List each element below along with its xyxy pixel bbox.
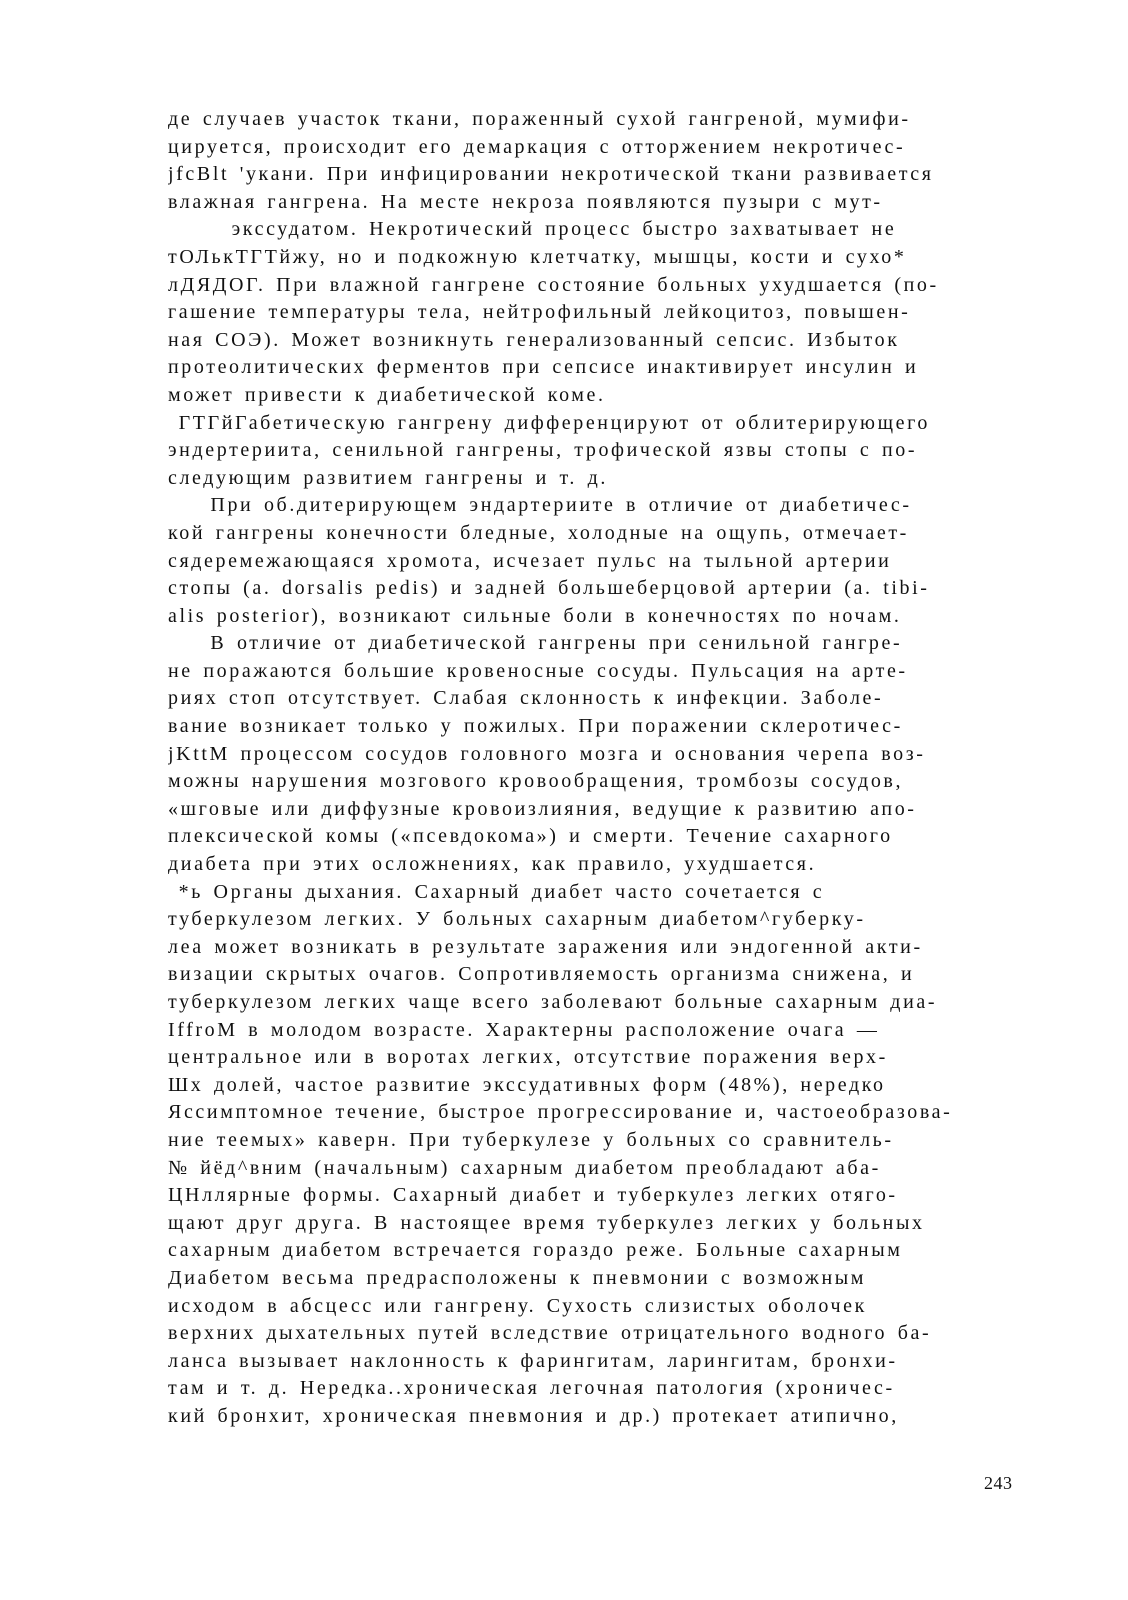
- text-line: можны нарушения мозгового кровообращения, тромбозы сосудов,: [168, 770, 904, 793]
- text-line: Шх долей, частое развитие экссудативных форм (48%), нередко: [168, 1073, 886, 1096]
- text-line: может привести к диабетической коме.: [168, 383, 606, 406]
- text-line: цируется, происходит его демаркация с отторжением некротичес-: [168, 135, 906, 158]
- text-line: визации скрытых очагов. Сопротивляемость организма снижена, и: [168, 963, 915, 986]
- text-line: не поражаются большие кровеносные сосуды. Пульсация на арте-: [168, 659, 908, 682]
- text-line: При об.дитерирующем эндартериите в отличие от диабетичес-: [168, 494, 912, 517]
- text-line: IffroM в молодом возрасте. Характерны расположение очага —: [168, 1018, 880, 1041]
- text-line: верхних дыхательных путей вследствие отрицательного водного ба-: [168, 1322, 932, 1345]
- text-line: Диабетом весьма предрасположены к пневмонии с возможным: [168, 1266, 867, 1289]
- text-line: плексической комы («псевдокома») и смерти. Течение сахарного: [168, 825, 893, 848]
- text-line: эндертериита, сенильной гангрены, трофической язвы стопы с по-: [168, 439, 918, 462]
- text-line: центральное или в воротах легких, отсутствие поражения верх-: [168, 1046, 888, 1069]
- text-line: де случаев участок ткани, пораженный сухой гангреной, мумифи-: [168, 108, 911, 130]
- text-line: лДЯДОГ. При влажной гангрене состояние больных ухудшается (по-: [168, 273, 939, 296]
- text-line: ГТГйГабетическую гангрену дифференцируют от облитерирующего: [168, 411, 930, 434]
- text-line: тОЛькТГТйжу, но и подкожную клетчатку, мышцы, кости и сухо*: [168, 245, 907, 268]
- text-line: туберкулезом легких. У больных сахарным диабетом^губерку-: [168, 908, 866, 931]
- text-line: В отличие от диабетической гангрены при сенильной гангре-: [168, 632, 903, 655]
- text-line: исходом в абсцесс или гангрену. Сухость слизистых оболочек: [168, 1294, 867, 1317]
- text-line: экссудатом. Некротический процесс быстро захватывает не: [168, 218, 897, 241]
- text-line: *ь Органы дыхания. Сахарный диабет часто сочетается с: [168, 880, 825, 903]
- text-line: alis posterior), возникают сильные боли в конечностях по ночам.: [168, 604, 902, 627]
- text-line: гашение температуры тела, нейтрофильный лейкоцитоз, повышен-: [168, 301, 911, 324]
- text-line: щают друг друга. В настоящее время туберкулез легких у больных: [168, 1211, 925, 1234]
- text-line: там и т. д. Нередка..хроническая легочная патология (хроничес-: [168, 1377, 895, 1400]
- text-line: влажная гангрена. На месте некроза появляются пузыри с мут-: [168, 190, 883, 213]
- text-line: леа может возникать в результате заражения или эндогенной акти-: [168, 935, 923, 958]
- text-line: «шговые или диффузные кровоизлияния, ведущие к развитию апо-: [168, 797, 917, 820]
- text-line: ЦНллярные формы. Сахарный диабет и туберкулез легких отяго-: [168, 1184, 898, 1207]
- page-number: 243: [984, 1473, 1013, 1493]
- text-line: туберкулезом легких чаще всего заболевают больные сахарным диа-: [168, 991, 938, 1013]
- text-line: стопы (a. dorsalis pedis) и задней большеберцовой артерии (a. tibi-: [168, 577, 930, 600]
- text-line: кой гангрены конечности бледные, холодные на ощупь, отмечает-: [168, 521, 909, 544]
- page-body: [168, 106, 1011, 1431]
- text-line: ная СОЭ). Может возникнуть генерализованный сепсис. Избыток: [168, 328, 900, 351]
- text-line: сядеремежающаяся хромота, исчезает пульс на тыльной артерии: [168, 549, 892, 572]
- text-line: Яссимптомное течение, быстрое прогрессирование и, частоеобразова-: [168, 1101, 953, 1124]
- text-line: диабета при этих осложнениях, как правило, ухудшается.: [168, 853, 817, 876]
- text-line: ние теемых» каверн. При туберкулезе у больных со сравнитель-: [168, 1128, 894, 1151]
- text-line: вание возникает только у пожилых. При поражении склеротичес-: [168, 715, 903, 738]
- text-line: следующим развитием гангрены и т. д.: [168, 466, 608, 489]
- text-line: риях стоп отсутствует. Слабая склонность к инфекции. Заболе-: [168, 687, 884, 710]
- text-line: кий бронхит, хроническая пневмония и др.) протекает атипично,: [168, 1404, 899, 1427]
- text-line: № йёд^вним (начальным) сахарным диабетом преобладают аба-: [168, 1156, 881, 1179]
- text-line: jfcBlt 'укани. При инфицировании некротической ткани развивается: [168, 163, 934, 186]
- text-line: протеолитических ферментов при сепсисе инактивирует инсулин и: [168, 356, 919, 379]
- text-line: jKttM процессом сосудов головного мозга и основания черепа воз-: [168, 742, 926, 765]
- text-line: сахарным диабетом встречается гораздо реже. Больные сахарным: [168, 1239, 903, 1262]
- text-line: ланса вызывает наклонность к фарингитам, ларингитам, бронхи-: [168, 1349, 898, 1372]
